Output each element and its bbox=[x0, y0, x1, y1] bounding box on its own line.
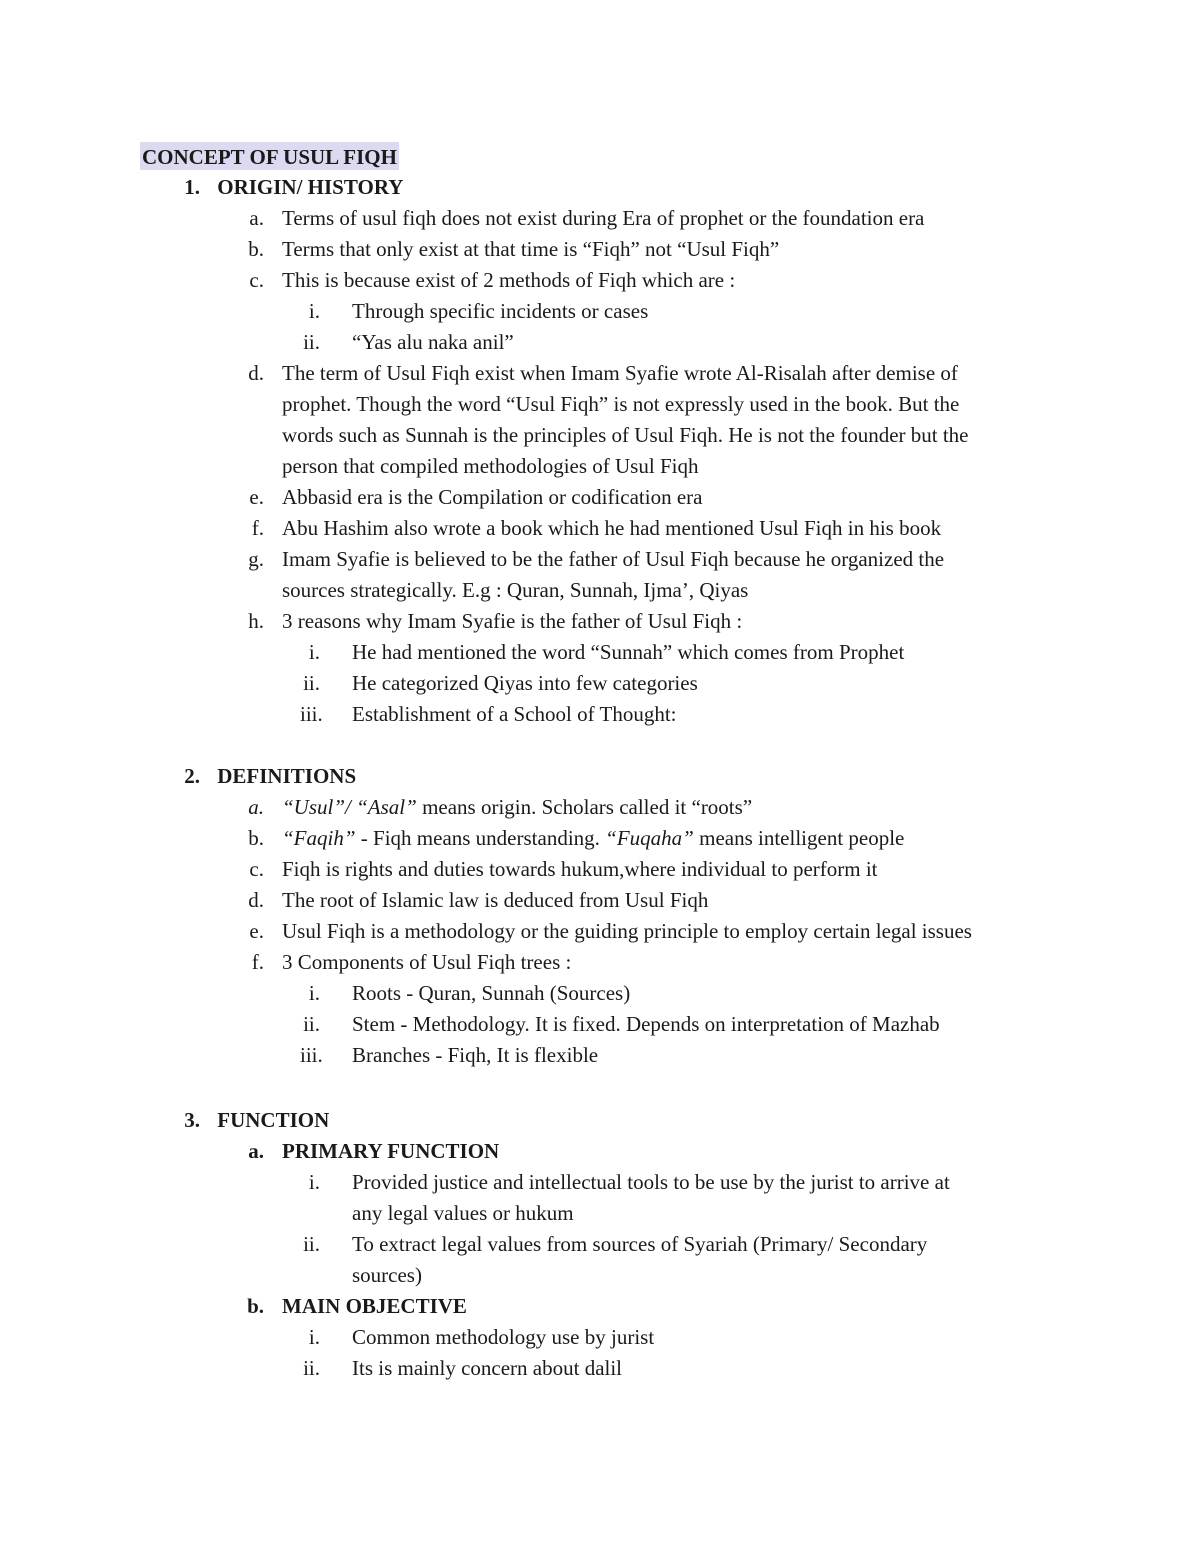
item-text: Stem - Methodology. It is fixed. Depends on interpretation of Mazhab bbox=[352, 1012, 940, 1036]
item-text: means intelligent people bbox=[693, 826, 905, 850]
sub-list-item bbox=[300, 1042, 599, 1068]
item-continuation: person that compiled methodologies of Usul Fiqh bbox=[282, 454, 699, 478]
section-2-heading bbox=[176, 763, 356, 789]
item-marker: b. bbox=[248, 237, 264, 261]
item-marker: b. bbox=[248, 826, 264, 850]
item-marker: ii. bbox=[303, 330, 320, 354]
sub-list-item bbox=[300, 639, 905, 665]
sub-list-item bbox=[300, 701, 677, 727]
item-marker: ii. bbox=[303, 1356, 320, 1380]
section-heading-text: ORIGIN/ HISTORY bbox=[217, 175, 404, 199]
list-item bbox=[244, 484, 703, 510]
list-item bbox=[244, 856, 878, 882]
item-marker: f. bbox=[251, 516, 264, 540]
item-text: He categorized Qiyas into few categories bbox=[352, 671, 698, 695]
list-item bbox=[244, 546, 945, 572]
item-text: 3 Components of Usul Fiqh trees : bbox=[282, 950, 572, 974]
list-item bbox=[244, 360, 958, 386]
list-item bbox=[244, 205, 925, 231]
item-marker: i. bbox=[308, 640, 320, 664]
item-marker: iii. bbox=[300, 1043, 323, 1067]
subsection-heading bbox=[244, 1138, 500, 1164]
subsection-heading bbox=[244, 1293, 467, 1319]
item-marker: d. bbox=[248, 361, 264, 385]
list-item bbox=[244, 515, 942, 541]
item-marker: b. bbox=[247, 1294, 264, 1318]
item-continuation: words such as Sunnah is the principles of Usul Fiqh. He is not the founder but the bbox=[282, 423, 969, 447]
item-marker: f. bbox=[251, 950, 264, 974]
section-number: 3. bbox=[184, 1108, 200, 1132]
item-marker: ii. bbox=[303, 671, 320, 695]
item-marker: ii. bbox=[303, 1012, 320, 1036]
item-continuation: any legal values or hukum bbox=[352, 1201, 574, 1225]
item-text: He had mentioned the word “Sunnah” which comes from Prophet bbox=[352, 640, 905, 664]
item-marker: c. bbox=[249, 268, 264, 292]
item-text: Common methodology use by jurist bbox=[352, 1325, 655, 1349]
sub-list-item bbox=[300, 980, 631, 1006]
section-number: 1. bbox=[184, 175, 200, 199]
item-marker: c. bbox=[249, 857, 264, 881]
item-marker: e. bbox=[249, 485, 264, 509]
sub-list-item bbox=[300, 329, 514, 355]
item-text: Establishment of a School of Thought: bbox=[352, 702, 677, 726]
item-marker: a. bbox=[248, 795, 264, 819]
item-text: means origin. Scholars called it “roots” bbox=[416, 795, 753, 819]
sub-list-item bbox=[300, 1011, 940, 1037]
item-text: Abbasid era is the Compilation or codification era bbox=[282, 485, 703, 509]
item-marker: h. bbox=[248, 609, 264, 633]
item-marker: a. bbox=[249, 206, 264, 230]
section-1-heading bbox=[176, 174, 403, 200]
item-text: Terms of usul fiqh does not exist during Era of prophet or the foundation era bbox=[282, 206, 925, 230]
sub-list-item bbox=[300, 1355, 623, 1381]
item-text: 3 reasons why Imam Syafie is the father of Usul Fiqh : bbox=[282, 609, 743, 633]
list-item bbox=[244, 794, 753, 820]
list-item bbox=[244, 949, 572, 975]
document-title: CONCEPT OF USUL FIQH bbox=[140, 142, 399, 170]
list-item bbox=[244, 608, 743, 634]
item-marker: a. bbox=[248, 1139, 264, 1163]
subsection-heading-text: MAIN OBJECTIVE bbox=[282, 1294, 467, 1318]
subsection-heading-text: PRIMARY FUNCTION bbox=[282, 1139, 500, 1163]
italic-term: “Fuqaha” bbox=[605, 826, 694, 850]
item-marker: i. bbox=[308, 299, 320, 323]
italic-term: “Usul”/ “Asal” bbox=[282, 795, 417, 819]
item-text: Roots - Quran, Sunnah (Sources) bbox=[352, 981, 631, 1005]
item-text: This is because exist of 2 methods of Fiqh which are : bbox=[282, 268, 736, 292]
italic-term: “Faqih” bbox=[282, 826, 356, 850]
section-3-heading bbox=[176, 1107, 329, 1133]
item-text: To extract legal values from sources of Syariah (Primary/ Secondary bbox=[352, 1232, 928, 1256]
item-text: Branches - Fiqh, It is flexible bbox=[352, 1043, 599, 1067]
section-number: 2. bbox=[184, 764, 200, 788]
sub-list-item bbox=[300, 1324, 655, 1350]
item-text: Abu Hashim also wrote a book which he had mentioned Usul Fiqh in his book bbox=[282, 516, 942, 540]
sub-list-item bbox=[300, 298, 649, 324]
item-marker: iii. bbox=[300, 702, 323, 726]
item-marker: g. bbox=[248, 547, 264, 571]
item-text: The term of Usul Fiqh exist when Imam Syafie wrote Al-Risalah after demise of bbox=[282, 361, 958, 385]
section-heading-text: FUNCTION bbox=[217, 1108, 330, 1132]
list-item bbox=[244, 887, 709, 913]
list-item bbox=[244, 267, 736, 293]
item-text: - Fiqh means understanding. bbox=[355, 826, 606, 850]
item-text: Usul Fiqh is a methodology or the guiding principle to employ certain legal issues bbox=[282, 919, 972, 943]
item-marker: i. bbox=[308, 1170, 320, 1194]
item-continuation: sources strategically. E.g : Quran, Sunnah, Ijma’, Qiyas bbox=[282, 578, 749, 602]
sub-list-item bbox=[300, 670, 698, 696]
item-continuation: prophet. Though the word “Usul Fiqh” is not expressly used in the book. But the bbox=[282, 392, 960, 416]
item-marker: d. bbox=[248, 888, 264, 912]
item-continuation: sources) bbox=[352, 1263, 422, 1287]
section-heading-text: DEFINITIONS bbox=[217, 764, 357, 788]
item-text: Provided justice and intellectual tools to be use by the jurist to arrive at bbox=[352, 1170, 950, 1194]
item-marker: i. bbox=[308, 1325, 320, 1349]
item-marker: i. bbox=[308, 981, 320, 1005]
item-text: Fiqh is rights and duties towards hukum,where individual to perform it bbox=[282, 857, 878, 881]
item-text: Imam Syafie is believed to be the father of Usul Fiqh because he organized the bbox=[282, 547, 945, 571]
list-item bbox=[244, 236, 780, 262]
item-text: Its is mainly concern about dalil bbox=[352, 1356, 623, 1380]
item-text: Terms that only exist at that time is “Fiqh” not “Usul Fiqh” bbox=[282, 237, 780, 261]
item-marker: e. bbox=[249, 919, 264, 943]
list-item bbox=[244, 825, 905, 851]
sub-list-item bbox=[300, 1169, 950, 1195]
item-marker: ii. bbox=[303, 1232, 320, 1256]
item-text: Through specific incidents or cases bbox=[352, 299, 649, 323]
item-text: “Yas alu naka anil” bbox=[352, 330, 514, 354]
sub-list-item bbox=[300, 1231, 928, 1257]
list-item bbox=[244, 918, 972, 944]
item-text: The root of Islamic law is deduced from Usul Fiqh bbox=[282, 888, 709, 912]
